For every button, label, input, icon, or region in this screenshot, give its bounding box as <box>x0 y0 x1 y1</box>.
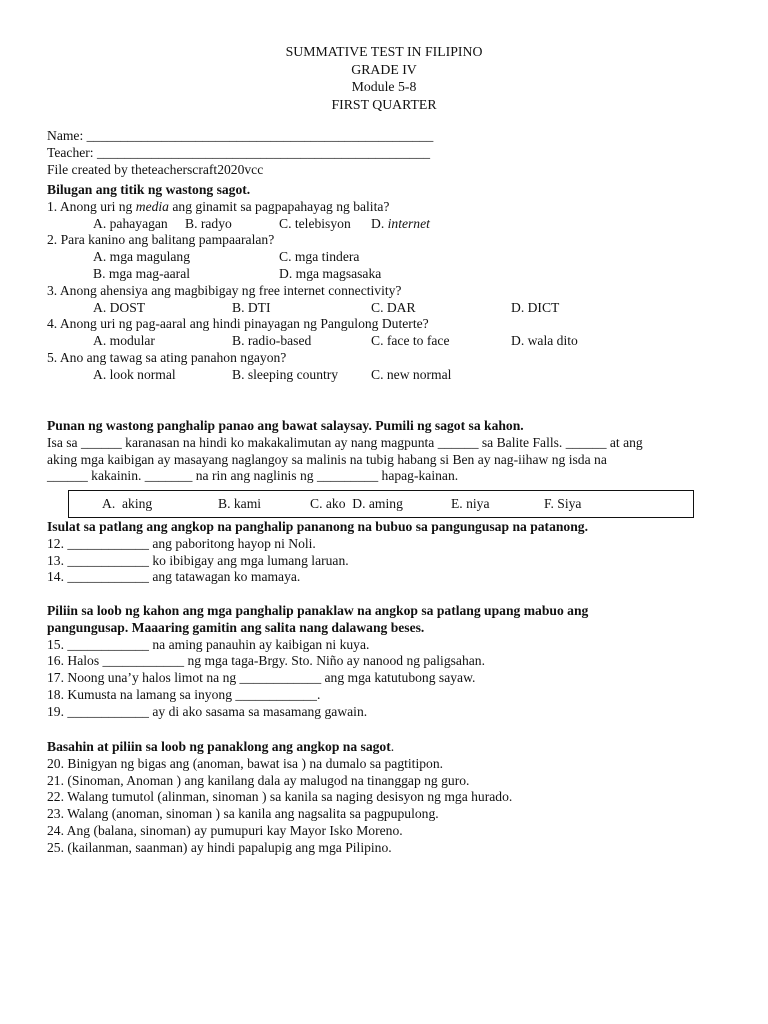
choice-3a[interactable]: A. DOST <box>93 299 146 315</box>
part4-instruction-line-1: Piliin sa loob ng kahon ang mga panghalip panaklaw na angkop sa patlang upang mabuo ang <box>47 603 589 618</box>
document-header <box>0 43 768 113</box>
module-label: Module 5-8 <box>351 79 417 94</box>
part3-section <box>47 519 728 586</box>
box-choice-e: E. niya <box>451 496 490 511</box>
choice-2c[interactable]: C. mga tindera <box>279 249 360 265</box>
question-3-choices <box>47 300 728 317</box>
student-info <box>47 128 728 178</box>
question-3: 3. Anong ahensiya ang magbibigay ng free internet connectivity? <box>47 282 402 298</box>
choice-4a[interactable]: A. modular <box>93 333 155 349</box>
part2-instruction: Punan ng wastong panghalip panao ang bawat salaysay. Pumili ng sagot sa kahon. <box>47 418 524 433</box>
question-4-choices <box>47 333 728 350</box>
box-choice-f: F. Siya <box>544 496 582 511</box>
part3-instruction: Isulat sa patlang ang angkop na panghalip pananong na bubuo sa pangungusap na patanong. <box>47 519 588 534</box>
question-20: 20. Binigyan ng bigas ang (anoman, bawat isa ) na dumalo sa pagtitipon. <box>47 755 444 771</box>
choice-2b[interactable]: B. mga mag-aaral <box>93 265 191 281</box>
question-22: 22. Walang tumutol (alinman, sinoman ) sa kanila sa naging desisyon ng mga hurado. <box>47 789 513 805</box>
question-13: 13. ____________ ko ibibigay ang mga lumang laruan. <box>47 552 349 568</box>
teacher-field[interactable]: Teacher: _________________________________________________ <box>47 144 431 160</box>
question-5-choices <box>47 367 728 384</box>
choice-4d[interactable]: D. wala dito <box>511 333 578 349</box>
box-choice-b: B. kami <box>218 496 262 511</box>
question-19: 19. ____________ ay di ako sasama sa masamang gawain. <box>47 703 368 719</box>
quarter-label: FIRST QUARTER <box>331 96 437 112</box>
name-field[interactable]: Name: ___________________________________________________ <box>47 128 434 143</box>
passage-line-2: aking mga kaibigan ay masayang naglangoy sa malinis na tubig habang si Ben ay nag-iihaw ng isda na <box>47 451 607 467</box>
question-5: 5. Ano ang tawag sa ating panahon ngayon? <box>47 349 287 365</box>
choice-3d[interactable]: D. DICT <box>511 299 560 315</box>
part1-section <box>47 182 728 384</box>
choice-2d[interactable]: D. mga magsasaka <box>279 265 382 281</box>
choice-5a[interactable]: A. look normal <box>93 366 176 382</box>
question-23: 23. Walang (anoman, sinoman ) sa kanila ang nagsalita sa pagpupulong. <box>47 806 439 822</box>
question-21: 21. (Sinoman, Anoman ) ang kanilang dala ay malugod na tinanggap ng guro. <box>47 772 470 788</box>
part5-instruction: Basahin at piliin sa loob ng panaklong ang angkop na sagot. <box>47 739 395 754</box>
choice-2a[interactable]: A. mga magulang <box>93 249 191 265</box>
question-4: 4. Anong uri ng pag-aaral ang hindi pinayagan ng Pangulong Duterte? <box>47 316 429 332</box>
question-1: 1. Anong uri ng media ang ginamit sa pagpapahayag ng balita? <box>47 198 390 214</box>
passage-line-1: Isa sa ______ karanasan na hindi ko makakalimutan ay nang magpunta ______ sa Balite Falls. ______ at ang <box>47 434 643 450</box>
question-16: 16. Halos ____________ ng mga taga-Brgy. Sto. Niño ay nanood ng paligsahan. <box>47 653 485 669</box>
question-2: 2. Para kanino ang balitang pampaaralan? <box>47 232 275 248</box>
question-15: 15. ____________ na aming panauhin ay kaibigan ni kuya. <box>47 636 370 652</box>
question-25: 25. (kailanman, saanman) ay hindi papalupig ang mga Pilipino. <box>47 839 392 855</box>
question-14: 14. ____________ ang tatawagan ko mamaya. <box>47 569 301 585</box>
word-choice-box <box>68 490 694 518</box>
document-title: SUMMATIVE TEST IN FILIPINO <box>285 44 483 59</box>
file-credit: File created by theteacherscraft2020vcc <box>47 161 264 177</box>
part5-section <box>47 739 728 857</box>
part4-section <box>47 603 728 721</box>
choice-4b[interactable]: B. radio-based <box>232 333 312 349</box>
grade-level: GRADE IV <box>351 61 417 77</box>
question-18: 18. Kumusta na lamang sa inyong ____________. <box>47 686 321 702</box>
question-2-choices-row1 <box>47 249 728 266</box>
choice-5c[interactable]: C. new normal <box>371 366 452 382</box>
question-1-choices <box>47 216 728 233</box>
part4-instruction-line-2: pangungusap. Maaaring gamitin ang salita nang dalawang beses. <box>47 619 425 635</box>
question-12: 12. ____________ ang paboritong hayop ni Noli. <box>47 535 316 551</box>
question-2-choices-row2 <box>47 266 728 283</box>
question-17: 17. Noong una’y halos limot na ng ____________ ang mga katutubong sayaw. <box>47 670 476 686</box>
part2-section <box>47 418 728 485</box>
choice-1a[interactable]: A. pahayagan <box>93 215 168 231</box>
passage-line-3: ______ kakainin. _______ na rin ang naglinis ng _________ hapag-kainan. <box>47 468 459 484</box>
choice-1d[interactable]: D. internet <box>371 215 430 231</box>
question-24: 24. Ang (balana, sinoman) ay pumupuri kay Mayor Isko Moreno. <box>47 822 403 838</box>
part1-instruction: Bilugan ang titik ng wastong sagot. <box>47 182 251 197</box>
choice-3c[interactable]: C. DAR <box>371 299 416 315</box>
box-choice-c-d: C. ako D. aming <box>310 496 403 511</box>
choice-5b[interactable]: B. sleeping country <box>232 366 339 382</box>
choice-1b[interactable]: B. radyo <box>185 215 232 231</box>
choice-3b[interactable]: B. DTI <box>232 299 271 315</box>
choice-4c[interactable]: C. face to face <box>371 333 450 349</box>
box-choice-a: A. aking <box>102 496 153 511</box>
choice-1c[interactable]: C. telebisyon <box>279 215 351 231</box>
